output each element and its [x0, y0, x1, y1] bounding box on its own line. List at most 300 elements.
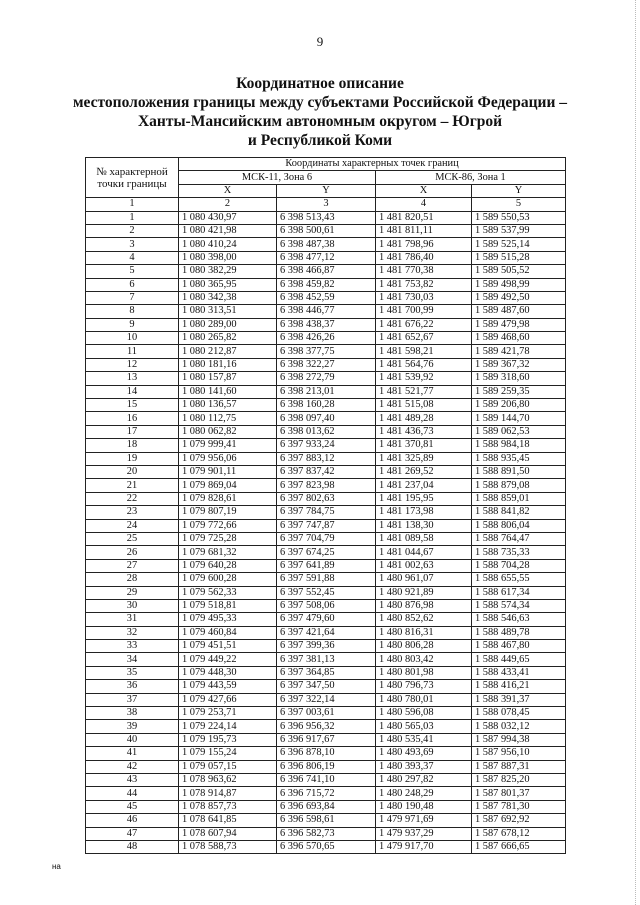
point-number-cell: 34	[86, 653, 179, 666]
table-row	[86, 358, 566, 371]
point-number-cell: 47	[86, 827, 179, 840]
y-msk86-cell: 1 588 655,55	[472, 573, 566, 586]
table-row	[86, 492, 566, 505]
y-msk86-cell: 1 589 367,32	[472, 358, 566, 371]
x-msk11-cell: 1 079 600,28	[179, 573, 277, 586]
x-msk11-cell: 1 080 421,98	[179, 224, 277, 237]
table-row	[86, 506, 566, 519]
x-msk11-cell: 1 079 562,33	[179, 586, 277, 599]
header-y-msk86: Y	[472, 184, 566, 197]
table-row	[86, 827, 566, 840]
x-msk86-cell: 1 481 195,95	[376, 492, 472, 505]
header-x-msk86: X	[376, 184, 472, 197]
table-row	[86, 465, 566, 478]
x-msk11-cell: 1 079 057,15	[179, 760, 277, 773]
y-msk86-cell: 1 589 487,60	[472, 305, 566, 318]
y-msk86-cell: 1 589 525,14	[472, 238, 566, 251]
title-line-1: Координатное описание	[236, 75, 404, 92]
y-msk11-cell: 6 398 459,82	[277, 278, 376, 291]
x-msk86-cell: 1 481 820,51	[376, 211, 472, 224]
header-zone-msk11: МСК-11, Зона 6	[179, 171, 376, 184]
y-msk86-cell: 1 587 781,30	[472, 800, 566, 813]
x-msk86-cell: 1 481 786,40	[376, 251, 472, 264]
header-coordinates: Координаты характерных точек границ	[179, 158, 566, 171]
column-number: 3	[277, 198, 376, 211]
y-msk11-cell: 6 398 466,87	[277, 265, 376, 278]
x-msk11-cell: 1 080 141,60	[179, 385, 277, 398]
x-msk11-cell: 1 079 956,06	[179, 452, 277, 465]
point-number-cell: 4	[86, 251, 179, 264]
y-msk86-cell: 1 588 984,18	[472, 439, 566, 452]
y-msk86-cell: 1 587 678,12	[472, 827, 566, 840]
table-body	[86, 211, 566, 854]
x-msk86-cell: 1 480 852,62	[376, 613, 472, 626]
x-msk11-cell: 1 080 313,51	[179, 305, 277, 318]
x-msk11-cell: 1 079 449,22	[179, 653, 277, 666]
x-msk11-cell: 1 079 495,33	[179, 613, 277, 626]
x-msk11-cell: 1 078 588,73	[179, 840, 277, 853]
x-msk86-cell: 1 479 937,29	[376, 827, 472, 840]
point-number-cell: 26	[86, 546, 179, 559]
x-msk86-cell: 1 480 816,31	[376, 626, 472, 639]
x-msk11-cell: 1 079 448,30	[179, 666, 277, 679]
header-zone-msk86: МСК-86, Зона 1	[376, 171, 566, 184]
table-row	[86, 251, 566, 264]
point-number-cell: 11	[86, 345, 179, 358]
y-msk11-cell: 6 396 693,84	[277, 800, 376, 813]
y-msk11-cell: 6 398 426,26	[277, 332, 376, 345]
x-msk86-cell: 1 480 806,28	[376, 640, 472, 653]
table-row	[86, 546, 566, 559]
table-row	[86, 224, 566, 237]
x-msk11-cell: 1 078 641,85	[179, 814, 277, 827]
point-number-cell: 22	[86, 492, 179, 505]
table-row	[86, 787, 566, 800]
x-msk86-cell: 1 481 002,63	[376, 559, 472, 572]
table-row	[86, 519, 566, 532]
x-msk86-cell: 1 481 436,73	[376, 425, 472, 438]
point-number-cell: 6	[86, 278, 179, 291]
x-msk86-cell: 1 481 269,52	[376, 465, 472, 478]
point-number-cell: 40	[86, 733, 179, 746]
point-number-cell: 1	[86, 211, 179, 224]
table-row	[86, 532, 566, 545]
table-row	[86, 840, 566, 853]
x-msk86-cell: 1 481 521,77	[376, 385, 472, 398]
y-msk86-cell: 1 589 537,99	[472, 224, 566, 237]
point-number-cell: 17	[86, 425, 179, 438]
point-number-cell: 36	[86, 680, 179, 693]
table-row	[86, 800, 566, 813]
y-msk86-cell: 1 588 546,63	[472, 613, 566, 626]
x-msk86-cell: 1 480 190,48	[376, 800, 472, 813]
y-msk86-cell: 1 587 887,31	[472, 760, 566, 773]
y-msk11-cell: 6 398 377,75	[277, 345, 376, 358]
y-msk86-cell: 1 588 489,78	[472, 626, 566, 639]
x-msk86-cell: 1 480 961,07	[376, 573, 472, 586]
point-number-cell: 13	[86, 372, 179, 385]
y-msk86-cell: 1 589 550,53	[472, 211, 566, 224]
table-row	[86, 318, 566, 331]
point-number-cell: 43	[86, 773, 179, 786]
y-msk86-cell: 1 588 935,45	[472, 452, 566, 465]
point-number-cell: 48	[86, 840, 179, 853]
table-row	[86, 666, 566, 679]
y-msk86-cell: 1 588 433,41	[472, 666, 566, 679]
x-msk11-cell: 1 080 289,00	[179, 318, 277, 331]
table-row	[86, 332, 566, 345]
x-msk86-cell: 1 480 801,98	[376, 666, 472, 679]
y-msk11-cell: 6 397 883,12	[277, 452, 376, 465]
y-msk86-cell: 1 588 806,04	[472, 519, 566, 532]
y-msk11-cell: 6 398 272,79	[277, 372, 376, 385]
table-row	[86, 385, 566, 398]
y-msk86-cell: 1 589 498,99	[472, 278, 566, 291]
point-number-cell: 25	[86, 532, 179, 545]
y-msk11-cell: 6 397 591,88	[277, 573, 376, 586]
y-msk11-cell: 6 396 806,19	[277, 760, 376, 773]
x-msk11-cell: 1 079 224,14	[179, 720, 277, 733]
x-msk11-cell: 1 079 725,28	[179, 532, 277, 545]
x-msk11-cell: 1 080 136,57	[179, 399, 277, 412]
point-number-cell: 2	[86, 224, 179, 237]
x-msk86-cell: 1 480 596,08	[376, 707, 472, 720]
point-number-cell: 45	[86, 800, 179, 813]
y-msk86-cell: 1 588 467,80	[472, 640, 566, 653]
x-msk11-cell: 1 079 828,61	[179, 492, 277, 505]
point-number-cell: 19	[86, 452, 179, 465]
y-msk11-cell: 6 396 956,32	[277, 720, 376, 733]
x-msk86-cell: 1 481 044,67	[376, 546, 472, 559]
point-number-cell: 23	[86, 506, 179, 519]
y-msk11-cell: 6 397 479,60	[277, 613, 376, 626]
y-msk86-cell: 1 588 704,28	[472, 559, 566, 572]
table-row	[86, 586, 566, 599]
x-msk11-cell: 1 079 253,71	[179, 707, 277, 720]
point-number-cell: 24	[86, 519, 179, 532]
x-msk86-cell: 1 481 237,04	[376, 479, 472, 492]
x-msk86-cell: 1 481 173,98	[376, 506, 472, 519]
y-msk86-cell: 1 589 206,80	[472, 399, 566, 412]
table-row	[86, 720, 566, 733]
y-msk11-cell: 6 396 878,10	[277, 747, 376, 760]
y-msk86-cell: 1 589 479,98	[472, 318, 566, 331]
x-msk86-cell: 1 481 700,99	[376, 305, 472, 318]
y-msk86-cell: 1 589 505,52	[472, 265, 566, 278]
x-msk86-cell: 1 481 138,30	[376, 519, 472, 532]
x-msk11-cell: 1 080 382,29	[179, 265, 277, 278]
point-number-cell: 37	[86, 693, 179, 706]
table-row	[86, 291, 566, 304]
point-number-cell: 33	[86, 640, 179, 653]
point-number-cell: 7	[86, 291, 179, 304]
point-number-cell: 46	[86, 814, 179, 827]
title-line-3: Ханты-Мансийским автономным округом – Югрой	[137, 113, 503, 130]
x-msk11-cell: 1 080 265,82	[179, 332, 277, 345]
x-msk11-cell: 1 078 963,62	[179, 773, 277, 786]
y-msk11-cell: 6 397 704,79	[277, 532, 376, 545]
x-msk11-cell: 1 080 398,00	[179, 251, 277, 264]
point-number-cell: 16	[86, 412, 179, 425]
point-number-cell: 35	[86, 666, 179, 679]
table-row	[86, 345, 566, 358]
table-row	[86, 573, 566, 586]
point-number-cell: 5	[86, 265, 179, 278]
y-msk11-cell: 6 397 347,50	[277, 680, 376, 693]
table-row	[86, 399, 566, 412]
x-msk86-cell: 1 481 489,28	[376, 412, 472, 425]
x-msk86-cell: 1 480 803,42	[376, 653, 472, 666]
table-row	[86, 211, 566, 224]
table-row	[86, 613, 566, 626]
y-msk86-cell: 1 588 449,65	[472, 653, 566, 666]
y-msk86-cell: 1 589 318,60	[472, 372, 566, 385]
table-row	[86, 425, 566, 438]
y-msk11-cell: 6 398 213,01	[277, 385, 376, 398]
point-number-cell: 31	[86, 613, 179, 626]
y-msk86-cell: 1 587 994,38	[472, 733, 566, 746]
point-number-cell: 41	[86, 747, 179, 760]
table-row	[86, 733, 566, 746]
table-row	[86, 479, 566, 492]
x-msk86-cell: 1 480 493,69	[376, 747, 472, 760]
x-msk86-cell: 1 480 565,03	[376, 720, 472, 733]
y-msk86-cell: 1 588 891,50	[472, 465, 566, 478]
table-row	[86, 238, 566, 251]
point-number-cell: 30	[86, 599, 179, 612]
x-msk86-cell: 1 481 798,96	[376, 238, 472, 251]
column-number: 2	[179, 198, 277, 211]
y-msk86-cell: 1 587 956,10	[472, 747, 566, 760]
y-msk11-cell: 6 397 674,25	[277, 546, 376, 559]
x-msk86-cell: 1 481 089,58	[376, 532, 472, 545]
y-msk11-cell: 6 398 500,61	[277, 224, 376, 237]
x-msk11-cell: 1 080 342,38	[179, 291, 277, 304]
y-msk86-cell: 1 587 801,37	[472, 787, 566, 800]
y-msk86-cell: 1 588 078,45	[472, 707, 566, 720]
point-number-cell: 18	[86, 439, 179, 452]
column-number: 1	[86, 198, 179, 211]
y-msk11-cell: 6 398 477,12	[277, 251, 376, 264]
x-msk11-cell: 1 079 640,28	[179, 559, 277, 572]
x-msk11-cell: 1 080 365,95	[179, 278, 277, 291]
y-msk86-cell: 1 589 515,28	[472, 251, 566, 264]
table-row	[86, 599, 566, 612]
table-row	[86, 559, 566, 572]
y-msk86-cell: 1 589 421,78	[472, 345, 566, 358]
y-msk86-cell: 1 588 617,34	[472, 586, 566, 599]
table-row	[86, 653, 566, 666]
y-msk86-cell: 1 587 666,65	[472, 840, 566, 853]
x-msk11-cell: 1 079 999,41	[179, 439, 277, 452]
x-msk11-cell: 1 079 427,66	[179, 693, 277, 706]
y-msk11-cell: 6 397 641,89	[277, 559, 376, 572]
x-msk86-cell: 1 480 297,82	[376, 773, 472, 786]
point-number-cell: 29	[86, 586, 179, 599]
y-msk86-cell: 1 588 574,34	[472, 599, 566, 612]
x-msk11-cell: 1 078 914,87	[179, 787, 277, 800]
y-msk11-cell: 6 397 421,64	[277, 626, 376, 639]
table-row	[86, 305, 566, 318]
y-msk11-cell: 6 397 399,36	[277, 640, 376, 653]
x-msk86-cell: 1 481 598,21	[376, 345, 472, 358]
y-msk11-cell: 6 397 837,42	[277, 465, 376, 478]
point-number-cell: 10	[86, 332, 179, 345]
binding-edge	[632, 0, 636, 905]
y-msk11-cell: 6 396 917,67	[277, 733, 376, 746]
document-title	[40, 74, 600, 150]
x-msk11-cell: 1 079 155,24	[179, 747, 277, 760]
point-number-cell: 44	[86, 787, 179, 800]
y-msk86-cell: 1 587 825,20	[472, 773, 566, 786]
y-msk11-cell: 6 397 784,75	[277, 506, 376, 519]
x-msk11-cell: 1 079 451,51	[179, 640, 277, 653]
x-msk86-cell: 1 481 753,82	[376, 278, 472, 291]
y-msk11-cell: 6 396 741,10	[277, 773, 376, 786]
y-msk11-cell: 6 397 322,14	[277, 693, 376, 706]
y-msk11-cell: 6 398 322,27	[277, 358, 376, 371]
y-msk11-cell: 6 398 013,62	[277, 425, 376, 438]
y-msk86-cell: 1 588 032,12	[472, 720, 566, 733]
x-msk11-cell: 1 080 212,87	[179, 345, 277, 358]
y-msk11-cell: 6 396 570,65	[277, 840, 376, 853]
table-row	[86, 760, 566, 773]
table-row	[86, 412, 566, 425]
title-line-2: местоположения границы между субъектами Российской Федерации –	[72, 94, 568, 111]
point-number-cell: 8	[86, 305, 179, 318]
y-msk11-cell: 6 396 598,61	[277, 814, 376, 827]
x-msk86-cell: 1 481 676,22	[376, 318, 472, 331]
point-number-cell: 27	[86, 559, 179, 572]
y-msk86-cell: 1 588 879,08	[472, 479, 566, 492]
table-row	[86, 640, 566, 653]
point-number-cell: 28	[86, 573, 179, 586]
y-msk11-cell: 6 397 552,45	[277, 586, 376, 599]
x-msk86-cell: 1 481 370,81	[376, 439, 472, 452]
column-number: 4	[376, 198, 472, 211]
x-msk11-cell: 1 079 195,73	[179, 733, 277, 746]
column-number-row	[86, 198, 566, 211]
x-msk86-cell: 1 481 770,38	[376, 265, 472, 278]
point-number-cell: 15	[86, 399, 179, 412]
y-msk11-cell: 6 397 381,13	[277, 653, 376, 666]
point-number-cell: 39	[86, 720, 179, 733]
x-msk11-cell: 1 079 460,84	[179, 626, 277, 639]
x-msk11-cell: 1 079 681,32	[179, 546, 277, 559]
point-number-cell: 32	[86, 626, 179, 639]
table-row	[86, 773, 566, 786]
title-line-4: и Республикой Коми	[247, 132, 393, 149]
x-msk86-cell: 1 481 730,03	[376, 291, 472, 304]
y-msk11-cell: 6 398 452,59	[277, 291, 376, 304]
x-msk11-cell: 1 080 410,24	[179, 238, 277, 251]
footer-note: на	[52, 862, 61, 871]
x-msk86-cell: 1 481 564,76	[376, 358, 472, 371]
x-msk11-cell: 1 079 807,19	[179, 506, 277, 519]
y-msk11-cell: 6 397 003,61	[277, 707, 376, 720]
y-msk11-cell: 6 396 715,72	[277, 787, 376, 800]
y-msk11-cell: 6 398 513,43	[277, 211, 376, 224]
y-msk86-cell: 1 589 144,70	[472, 412, 566, 425]
x-msk11-cell: 1 080 181,16	[179, 358, 277, 371]
x-msk86-cell: 1 479 917,70	[376, 840, 472, 853]
x-msk86-cell: 1 480 796,73	[376, 680, 472, 693]
y-msk11-cell: 6 397 802,63	[277, 492, 376, 505]
coordinates-table	[85, 157, 566, 854]
point-number-cell: 12	[86, 358, 179, 371]
y-msk86-cell: 1 588 841,82	[472, 506, 566, 519]
y-msk86-cell: 1 588 859,01	[472, 492, 566, 505]
y-msk11-cell: 6 397 747,87	[277, 519, 376, 532]
x-msk11-cell: 1 078 607,94	[179, 827, 277, 840]
y-msk11-cell: 6 398 487,38	[277, 238, 376, 251]
column-number: 5	[472, 198, 566, 211]
x-msk11-cell: 1 079 518,81	[179, 599, 277, 612]
table-row	[86, 680, 566, 693]
x-msk86-cell: 1 481 652,67	[376, 332, 472, 345]
y-msk11-cell: 6 397 364,85	[277, 666, 376, 679]
y-msk86-cell: 1 589 062,53	[472, 425, 566, 438]
header-y-msk11: Y	[277, 184, 376, 197]
page-number: 9	[316, 34, 324, 49]
x-msk86-cell: 1 480 535,41	[376, 733, 472, 746]
point-number-cell: 42	[86, 760, 179, 773]
x-msk11-cell: 1 078 857,73	[179, 800, 277, 813]
x-msk11-cell: 1 080 062,82	[179, 425, 277, 438]
point-number-cell: 38	[86, 707, 179, 720]
x-msk11-cell: 1 079 901,11	[179, 465, 277, 478]
x-msk86-cell: 1 480 248,29	[376, 787, 472, 800]
point-number-cell: 21	[86, 479, 179, 492]
y-msk11-cell: 6 397 933,24	[277, 439, 376, 452]
x-msk86-cell: 1 481 515,08	[376, 399, 472, 412]
y-msk11-cell: 6 398 446,77	[277, 305, 376, 318]
x-msk11-cell: 1 080 112,75	[179, 412, 277, 425]
x-msk86-cell: 1 480 393,37	[376, 760, 472, 773]
y-msk11-cell: 6 398 438,37	[277, 318, 376, 331]
y-msk11-cell: 6 397 823,98	[277, 479, 376, 492]
y-msk86-cell: 1 588 735,33	[472, 546, 566, 559]
y-msk11-cell: 6 398 097,40	[277, 412, 376, 425]
header-point-number: № характерной точки границы	[86, 158, 179, 198]
y-msk86-cell: 1 589 492,50	[472, 291, 566, 304]
table-row	[86, 265, 566, 278]
table-row	[86, 372, 566, 385]
x-msk86-cell: 1 481 325,89	[376, 452, 472, 465]
table-row	[86, 626, 566, 639]
x-msk11-cell: 1 080 430,97	[179, 211, 277, 224]
y-msk86-cell: 1 587 692,92	[472, 814, 566, 827]
table-row	[86, 747, 566, 760]
point-number-cell: 3	[86, 238, 179, 251]
x-msk86-cell: 1 481 539,92	[376, 372, 472, 385]
table-row	[86, 693, 566, 706]
x-msk11-cell: 1 079 443,59	[179, 680, 277, 693]
x-msk11-cell: 1 079 869,04	[179, 479, 277, 492]
header-x-msk11: X	[179, 184, 277, 197]
x-msk86-cell: 1 479 971,69	[376, 814, 472, 827]
point-number-cell: 9	[86, 318, 179, 331]
table-row	[86, 278, 566, 291]
x-msk11-cell: 1 079 772,66	[179, 519, 277, 532]
y-msk86-cell: 1 588 391,37	[472, 693, 566, 706]
y-msk11-cell: 6 398 160,28	[277, 399, 376, 412]
x-msk86-cell: 1 480 921,89	[376, 586, 472, 599]
y-msk11-cell: 6 397 508,06	[277, 599, 376, 612]
table-row	[86, 452, 566, 465]
x-msk11-cell: 1 080 157,87	[179, 372, 277, 385]
x-msk86-cell: 1 480 780,01	[376, 693, 472, 706]
